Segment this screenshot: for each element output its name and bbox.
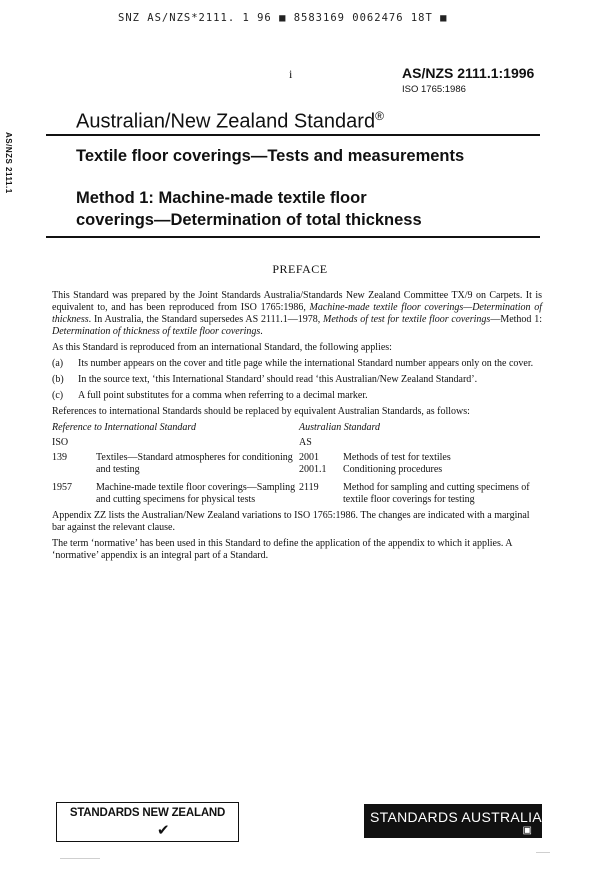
scan-artifact (536, 852, 550, 853)
bottom-rule (46, 236, 540, 238)
reference-table-heading: Reference to International Standard Australian Standard (52, 422, 381, 433)
brand-name: Australian/New Zealand Standard (76, 110, 376, 133)
paragraph-1: This Standard was prepared by the Joint Standards Australia/Standards New Zealand Committee TX/9 on Carpets. It is equivalent to, and has been reproduced from ISO 1765:1986, Machine-made textile floor coverings—Determination of thickness. In Australia, the Standard supersedes AS 2111.1—1978, Methods of test for textile floor coverings—Method 1: Determination of thickness of textile floor coverings. (52, 290, 542, 337)
scan-artifact (60, 858, 100, 859)
preface-heading: PREFACE (272, 262, 328, 276)
document-title: Textile floor coverings—Tests and measurements (76, 147, 465, 165)
paragraph-2: As this Standard is reproduced from an international Standard, the following applies: (52, 342, 392, 353)
standards-new-zealand-logo (56, 802, 239, 842)
preface-body (52, 290, 542, 566)
registered-mark: ® (375, 109, 384, 123)
paragraph-4: Appendix ZZ lists the Australian/New Zealand variations to ISO 1765:1986. The changes are indicated with a marginal bar against the relevant clause. (52, 510, 530, 533)
paragraph-5: The term ‘normative’ has been used in this Standard to define the application of the appendix to which it applies. A ‘normative’ appendix is an integral part of a Standard. (52, 538, 512, 561)
method-title-line1: Method 1: Machine-made textile floor (76, 189, 367, 207)
paragraph-3: References to international Standards should be replaced by equivalent Australian Standards, as follows: (52, 406, 470, 417)
method-title-line2: coverings—Determination of total thickness (76, 211, 422, 229)
table-row: 2001.1 Conditioning procedures (299, 464, 443, 475)
table-row: 1957 Machine-made textile floor coverings—Sampling and cutting specimens for physical tests 2119 Method for sampling and cutting specimens of textile floor coverings for testing (52, 482, 530, 505)
method-title (76, 187, 422, 231)
reference-table-subheading: ISO AS (52, 437, 312, 448)
scan-code: SNZ AS/NZS*2111. 1 96 ■ 8583169 0062476 18T ■ (118, 12, 448, 24)
standard-number: AS/NZS 2111.1:1996 (402, 65, 535, 81)
snz-logo-text: STANDARDS NEW ZEALAND (69, 807, 226, 819)
standards-australia-logo (364, 804, 542, 838)
side-label: AS/NZS 2111.1 (4, 132, 13, 194)
checkmark-icon: ✔ (157, 822, 170, 839)
table-row: 139 Textiles—Standard atmospheres for conditioning and testing 2001 Methods of test for textiles (52, 452, 451, 475)
page-number: i (289, 67, 293, 81)
sa-emblem-icon: ▣ (522, 825, 532, 836)
list-item: (b) In the source text, ‘this International Standard’ should read ‘this Australian/New Zealand Standard’. (52, 374, 478, 385)
list-item: (a) Its number appears on the cover and title page while the international Standard number appears only on the cover. (52, 358, 534, 369)
iso-number: ISO 1765:1986 (402, 84, 466, 95)
list-item: (c) A full point substitutes for a comma when referring to a decimal marker. (52, 390, 368, 401)
sa-logo-text: STANDARDS AUSTRALIA (370, 809, 542, 825)
brand-title (76, 109, 384, 134)
top-rule (46, 134, 540, 136)
